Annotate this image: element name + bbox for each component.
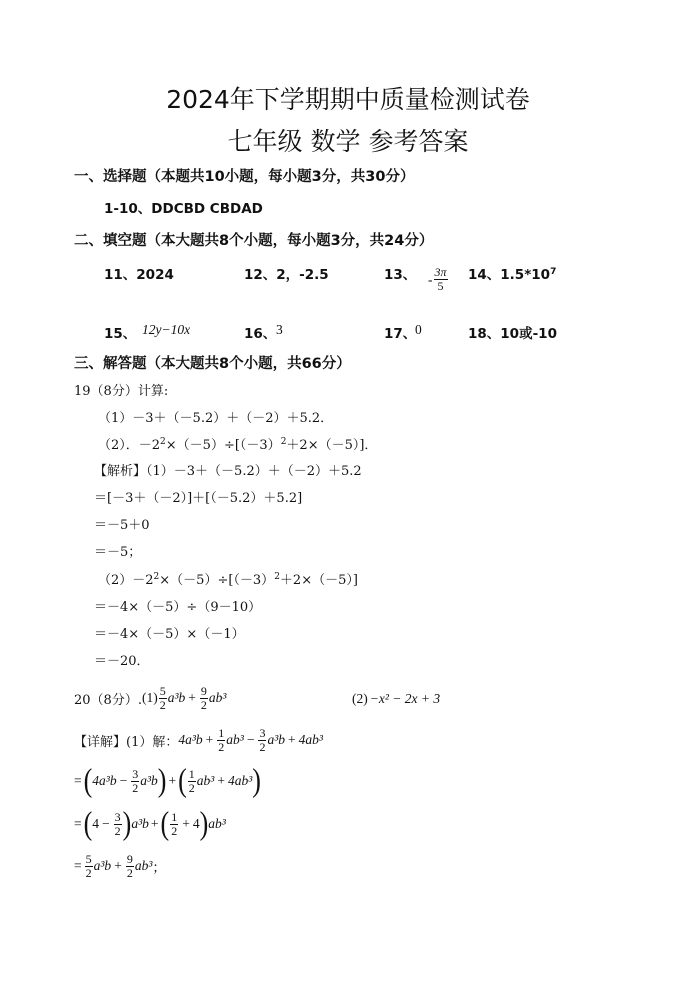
- q19-step6: ＝－4×（－5）×（－1）: [94, 627, 245, 642]
- op-eq: =: [74, 816, 82, 831]
- frac-1-2: [188, 768, 196, 795]
- paren-left: (: [178, 762, 187, 799]
- answer-q17-label: 17、: [384, 326, 417, 342]
- q19-step3: ＝－5；: [94, 545, 142, 560]
- q20-step2: [74, 805, 226, 843]
- paren-right: ): [157, 762, 167, 799]
- frac-5-2: [85, 853, 93, 880]
- num-4: 4: [92, 816, 100, 831]
- paren-left: (: [83, 805, 93, 842]
- op-plus: +: [288, 732, 296, 747]
- q13-numerator: 3π: [434, 265, 447, 279]
- q19-p2-exp2: 2: [280, 437, 287, 447]
- term-ab3: ab³: [208, 690, 227, 705]
- q19-s4-b: ×（－5）÷[（－3）: [159, 573, 275, 588]
- num-4: 4: [192, 816, 200, 831]
- answer-q14: [468, 263, 556, 283]
- frac-den: 2: [200, 697, 207, 712]
- op-eq: =: [74, 858, 82, 873]
- paren-left: (: [160, 805, 170, 842]
- term-a3b: a³b: [93, 858, 112, 873]
- answer-q13-fraction: [428, 266, 449, 293]
- page-title: 2024年下学期期中质量检测试卷: [166, 85, 530, 114]
- frac-den: 2: [114, 823, 121, 838]
- paren-right: ): [122, 805, 132, 842]
- q19-s4-a: （2）－2: [98, 573, 154, 588]
- frac-3-2: [131, 768, 139, 795]
- section2-heading: 二、填空题（本大题共8个小题，每小题3分，共24分）: [74, 233, 434, 249]
- frac-den: 2: [132, 780, 139, 795]
- q19-header: 19（8分）计算:: [74, 384, 169, 399]
- op-plus: +: [188, 690, 196, 705]
- answer-q17-value: 0: [415, 322, 422, 337]
- q20-detail-line: [74, 722, 323, 758]
- q19-step7: ＝－20．: [94, 654, 150, 669]
- q20-header: 20（8分）.: [74, 692, 142, 708]
- q19-step4: [98, 569, 358, 588]
- paren-right: ): [252, 762, 261, 799]
- answer-q18: 18、10或-10: [468, 326, 557, 342]
- frac-den: 2: [218, 739, 225, 754]
- term-ab3: ab³: [134, 858, 153, 873]
- answer-q16-value: 3: [276, 322, 283, 337]
- term-4a3b: 4a³b: [178, 732, 203, 747]
- op-plus: +: [205, 732, 214, 747]
- frac-den: 2: [171, 823, 178, 838]
- op-plus: +: [217, 773, 225, 788]
- frac-num: 3: [132, 766, 139, 781]
- q19-part2: [98, 434, 377, 453]
- section3-heading: 三、解答题（本大题共8个小题，共66分）: [74, 356, 351, 372]
- q19-step1: ＝[－3＋（－2）]＋[（－5.2）＋5.2]: [94, 491, 303, 506]
- term-4a3b: 4a³b: [92, 773, 117, 788]
- op-minus: −: [246, 732, 255, 747]
- frac-num: 1: [171, 809, 178, 824]
- frac-num: 1: [218, 725, 225, 740]
- q20-step1: [74, 762, 261, 800]
- frac-den: 2: [126, 865, 133, 880]
- answer-q15-expr: 12y−10x: [142, 322, 191, 337]
- frac-den: 2: [188, 780, 195, 795]
- q19-part1: （1）－3＋（－5.2）＋（－2）＋5.2．: [98, 411, 334, 426]
- op-plus: +: [114, 858, 122, 873]
- frac-num: 1: [188, 766, 195, 781]
- frac-3-2: [114, 811, 122, 838]
- q13-frac: [434, 266, 448, 293]
- q20-frac-5-2: [159, 685, 167, 712]
- q19-p2-a: （2）．－2: [98, 438, 161, 453]
- term-ab3: ab³: [208, 816, 226, 831]
- q13-denominator: 5: [437, 279, 444, 293]
- q20-p2-label: (2): [352, 691, 368, 706]
- q20-detail-label: 【详解】(1）解：: [74, 734, 179, 750]
- q19-p2-exp1: 2: [160, 437, 166, 447]
- q19-p2-c: ＋2×（－5）]．: [286, 438, 378, 453]
- q19-s4-exp1: 2: [153, 572, 160, 582]
- q13-sign: -: [428, 271, 433, 287]
- frac-num: 9: [200, 683, 207, 698]
- term-4ab3: 4ab³: [227, 773, 253, 788]
- op-minus: −: [102, 816, 110, 831]
- semicolon: ；: [152, 860, 166, 875]
- paren-left: (: [83, 762, 93, 799]
- frac-den: 2: [259, 739, 266, 754]
- frac-den: 2: [159, 697, 166, 712]
- q20-p1-label: (1): [141, 690, 158, 705]
- paren-right: ): [199, 805, 209, 842]
- op-plus: +: [168, 773, 177, 788]
- term-ab3: ab³: [196, 773, 215, 788]
- op-plus: +: [150, 816, 159, 831]
- frac-3-2: [258, 727, 266, 754]
- answer-q13-label: 13、: [384, 267, 417, 283]
- term-a3b: a³b: [131, 816, 149, 831]
- term-a3b: a³b: [267, 732, 286, 747]
- op-plus: +: [182, 816, 190, 831]
- frac-num: 5: [159, 683, 166, 698]
- frac-den: 2: [85, 865, 92, 880]
- section1-answers: 1-10、DDCBD CBDAD: [104, 201, 263, 217]
- q19-step5: ＝－4×（－5）÷（9－10）: [94, 600, 262, 615]
- term-a3b: a³b: [140, 773, 158, 788]
- q20-part2: [352, 689, 440, 709]
- frac-9-2: [126, 853, 134, 880]
- frac-num: 3: [114, 809, 121, 824]
- term-4ab3: 4ab³: [298, 732, 323, 747]
- op-minus: −: [119, 773, 128, 788]
- frac-num: 9: [126, 851, 133, 866]
- q19-s4-exp2: 2: [274, 572, 280, 582]
- term-a3b: a³b: [167, 690, 186, 705]
- q19-step2: ＝－5＋0: [94, 518, 150, 533]
- q14-exponent: 7: [550, 267, 557, 277]
- q20-frac-9-2: [200, 685, 208, 712]
- q20-p2-expr: −x² − 2x + 3: [369, 691, 441, 706]
- frac-num: 5: [85, 851, 92, 866]
- frac-num: 3: [259, 725, 266, 740]
- q19-analysis: 【解析】（1）－3＋（－5.2）＋（－2）＋5.2: [94, 464, 362, 479]
- answer-q11: 11、2024: [104, 267, 174, 283]
- page-subtitle: 七年级 数学 参考答案: [227, 127, 469, 156]
- section1-heading: 一、选择题（本题共10小题，每小题3分，共30分）: [74, 169, 415, 185]
- answer-q12: 12、2，-2.5: [244, 267, 329, 283]
- q19-p2-b: ×（－5）÷[（－3）: [165, 438, 281, 453]
- q19-s4-c: ＋2×（－5）]: [279, 573, 358, 588]
- frac-1-2: [170, 811, 178, 838]
- q14-base: 14、1.5*10: [468, 267, 551, 283]
- answer-q15-label: 15、: [104, 326, 137, 342]
- answer-q16-label: 16、: [244, 326, 277, 342]
- frac-1-2: [217, 727, 225, 754]
- q20-step3: [74, 848, 166, 884]
- op-eq: =: [74, 773, 82, 788]
- q20-header-line: [74, 680, 226, 716]
- term-ab3: ab³: [226, 732, 244, 747]
